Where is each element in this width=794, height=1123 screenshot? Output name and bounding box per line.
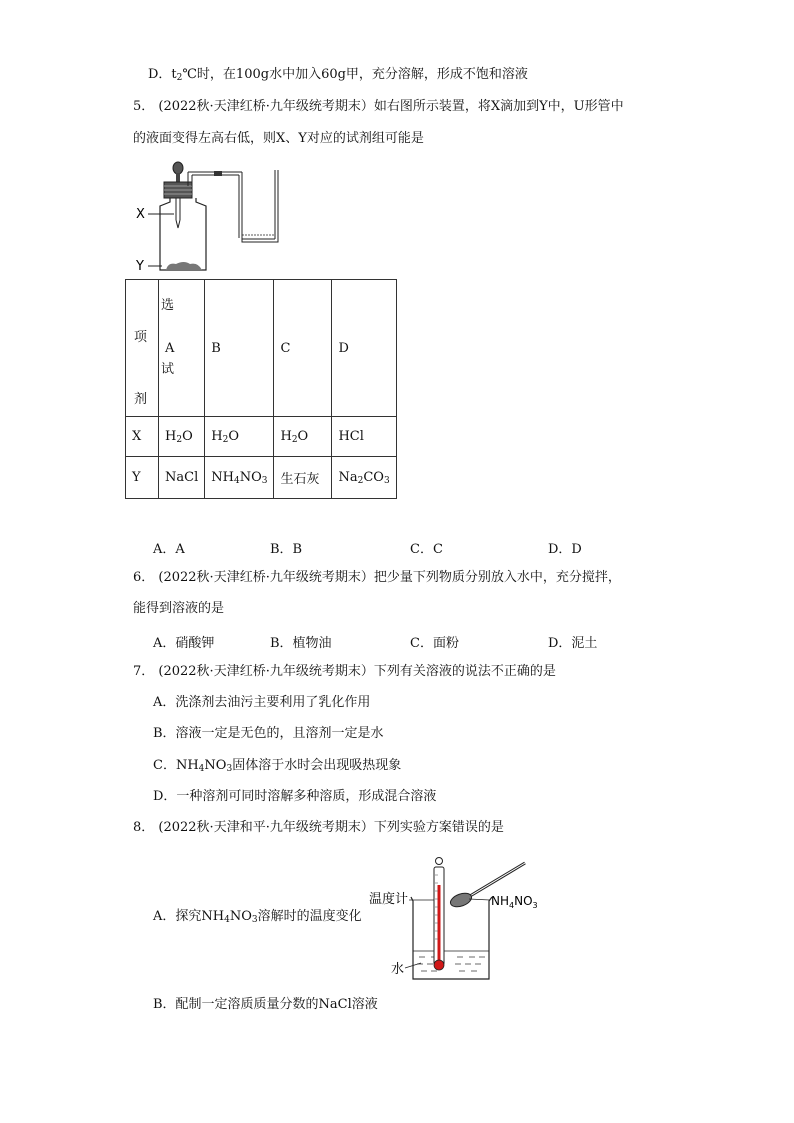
q6-stem-line2: 能得到溶液的是 [133, 601, 225, 616]
u-tube [242, 170, 278, 242]
header-c: C [274, 280, 332, 417]
beaker [411, 897, 492, 979]
q5-option-b[interactable]: B．B [270, 542, 303, 557]
cell-x-c: $H_2O$ [274, 417, 332, 457]
q7-stem: 7． (2022秋·天津红桥·九年级统考期末）下列有关溶液的说法不正确的是 [133, 664, 556, 679]
q7-option-d[interactable]: D．一种溶剂可同时溶解多种溶质，形成混合溶液 [153, 789, 437, 804]
corner-cell: 选 项 试 剂 [126, 280, 159, 417]
solid-y [166, 262, 202, 270]
q5-option-a[interactable]: A．A [153, 542, 185, 557]
cell-y-a: NaCl [159, 457, 205, 499]
q5-stem-line2: 的液面变得左高右低，则X、Y对应的试剂组可能是 [133, 131, 424, 146]
table-header-row [126, 280, 397, 417]
bottle [160, 198, 206, 270]
row-y-label: Y [126, 457, 159, 499]
q6-option-b[interactable]: B．植物油 [270, 636, 332, 651]
q5-apparatus-figure [130, 158, 290, 276]
q5-option-c[interactable]: C．C [410, 542, 443, 557]
q5-option-d[interactable]: D．D [548, 542, 582, 557]
q5-stem-line1: 5． (2022秋·天津红桥·九年级统考期末）如右图所示装置，将X滴加到Y中，U形管中 [133, 99, 624, 114]
cell-y-c: 生石灰 [274, 457, 332, 499]
q7-option-a[interactable]: A．洗涤剂去油污主要利用了乳化作用 [153, 695, 371, 710]
table-row-x [126, 417, 397, 457]
q8-option-b[interactable]: B．配制一定溶质质量分数的NaCl溶液 [153, 997, 378, 1012]
rubber-connector [214, 171, 222, 176]
header-b: B [205, 280, 274, 417]
cell-y-b: $NH_4NO_3$ [205, 457, 274, 499]
label-x: X [136, 207, 145, 222]
spoon-head [449, 891, 474, 910]
nh4no3-label: $NH_4NO_3$ [491, 894, 538, 910]
header-d: D [332, 280, 396, 417]
q6-option-c[interactable]: C．面粉 [410, 636, 459, 651]
q5-options [0, 538, 794, 556]
q6-stem-line1: 6． (2022秋·天津红桥·九年级统考期末）把少量下列物质分别放入水中，充分搅拌， [133, 570, 621, 585]
header-a: A [159, 280, 205, 417]
dropper-bulb [173, 162, 183, 174]
q8-stem: 8． (2022秋·天津和平·九年级统考期末）下列实验方案错误的是 [133, 820, 504, 835]
water-label: 水 [391, 962, 405, 977]
q5-reagent-table [125, 279, 397, 499]
cell-x-a: $H_2O$ [159, 417, 205, 457]
cell-x-b: $H_2O$ [205, 417, 274, 457]
cell-x-d: HCl [332, 417, 396, 457]
q6-option-d[interactable]: D．泥土 [548, 636, 598, 651]
cell-y-d: $Na_2CO_3$ [332, 457, 396, 499]
table-row-y [126, 457, 397, 499]
q6-option-a[interactable]: A．硝酸钾 [153, 636, 215, 651]
thermometer-bulb [434, 960, 444, 970]
thermometer-label: 温度计 [369, 892, 409, 907]
thermometer-ring [436, 858, 443, 865]
q4-option-d: D．$t_2℃$时，在100g水中加入60g甲，充分溶解，形成不饱和溶液 [148, 67, 528, 83]
q8-option-a[interactable]: A．探究$NH_4NO_3$溶解时的温度变化 [153, 909, 362, 925]
q8-experiment-figure [365, 855, 565, 985]
label-y: Y [136, 259, 144, 274]
q7-option-b[interactable]: B．溶液一定是无色的，且溶剂一定是水 [153, 726, 384, 741]
q6-options [0, 632, 794, 650]
q7-option-c[interactable]: C．$NH_4NO_3$固体溶于水时会出现吸热现象 [153, 758, 402, 774]
row-x-label: X [126, 417, 159, 457]
